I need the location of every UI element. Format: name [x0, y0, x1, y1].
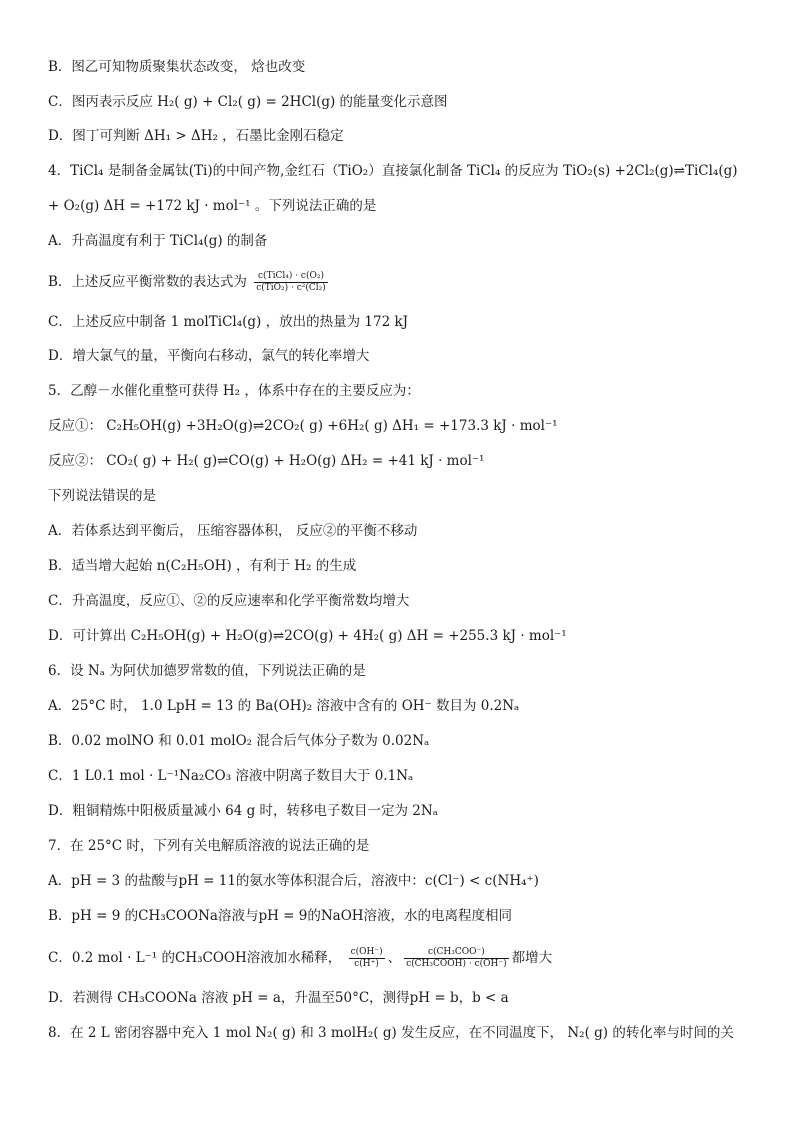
fraction-numerator: c(CH₃COO⁻) — [404, 947, 509, 959]
option-4d: D．增大氯气的量，平衡向右移动，氯气的转化率增大 — [48, 348, 370, 364]
option-6b: B．0.02 molNO 和 0.01 molO₂ 混合后气体分子数为 0.02Nₐ — [48, 733, 430, 749]
option-7c — [48, 947, 764, 970]
option-4b — [48, 271, 764, 294]
fraction-numerator: c(TiCl₄) · c(O₂) — [254, 271, 328, 283]
question-8-stem: 8．在 2 L 密闭容器中充入 1 mol N₂( g) 和 3 molH₂( g) 发生反应，在不同温度下， N₂( g) 的转化率与时间的关 — [48, 1025, 734, 1041]
fraction-numerator: c(OH⁻) — [350, 947, 383, 957]
option-7b: B．pH = 9 的CH₃COONa溶液与pH = 9的NaOH溶液，水的电离程度相同 — [48, 908, 513, 924]
fraction-denominator: c(TiO₂) · c²(Cl₂) — [256, 283, 326, 293]
option-3b: B．图乙可知物质聚集状态改变， 焓也改变 — [48, 59, 306, 75]
question-6-stem: 6．设 Nₐ 为阿伏加德罗常数的值，下列说法正确的是 — [48, 663, 366, 679]
question-5-stem: 5．乙醇－水催化重整可获得 H₂ ，体系中存在的主要反应为： — [48, 383, 420, 399]
question-4-stem: 4．TiCl₄ 是制备金属钛(Ti)的中间产物,金红石（TiO₂）直接氯化制备 TiCl₄ 的反应为 TiO₂(s) +2Cl₂(g)⇌TiCl₄(g) — [48, 163, 738, 179]
option-5c: C．升高温度，反应①、②的反应速率和化学平衡常数均增大 — [48, 593, 410, 609]
option-5a: A．若体系达到平衡后， 压缩容器体积， 反应②的平衡不移动 — [48, 523, 418, 539]
option-7a: A．pH = 3 的盐酸与pH = 11的氨水等体积混合后，溶液中：c(Cl⁻) < c(NH₄⁺) — [48, 873, 539, 889]
question-7-stem: 7．在 25°C 时，下列有关电解质溶液的说法正确的是 — [48, 838, 370, 854]
option-6c: C．1 L0.1 mol · L⁻¹Na₂CO₃ 溶液中阴离子数目大于 0.1Nₐ — [48, 768, 414, 784]
option-7c-tail: 都增大 — [511, 950, 553, 966]
option-3c: C．图丙表示反应 H₂( g) + Cl₂( g) = 2HCl(g) 的能量变化示意图 — [48, 94, 448, 110]
question-4-stem-cont: + O₂(g) ΔH = +172 kJ · mol⁻¹ 。下列说法正确的是 — [48, 198, 377, 214]
ratio-fraction-1 — [349, 947, 385, 970]
equilibrium-constant-fraction — [254, 271, 328, 294]
fraction-denominator: c(CH₃COOH) · c(OH⁻) — [406, 959, 507, 969]
option-4b-text: B．上述反应平衡常数的表达式为 — [48, 274, 247, 290]
option-5b: B．适当增大起始 n(C₂H₅OH) ，有利于 H₂ 的生成 — [48, 558, 357, 574]
fraction-separator: 、 — [387, 950, 402, 966]
option-5d: D．可计算出 C₂H₅OH(g) + H₂O(g)⇌2CO(g) + 4H₂( g) ΔH = +255.3 kJ · mol⁻¹ — [48, 628, 567, 644]
option-4a: A．升高温度有利于 TiCl₄(g) 的制备 — [48, 233, 268, 249]
reaction-2: 反应②： CO₂( g) + H₂( g)⇌CO(g) + H₂O(g) ΔH₂ = +41 kJ · mol⁻¹ — [48, 453, 485, 469]
ratio-fraction-2 — [404, 947, 509, 970]
option-7c-text: C．0.2 mol · L⁻¹ 的CH₃COOH溶液加水稀释， — [48, 950, 342, 966]
option-6d: D．粗铜精炼中阳极质量减小 64 g 时，转移电子数目一定为 2Nₐ — [48, 803, 438, 819]
fraction-denominator: c(H⁺) — [354, 959, 379, 969]
option-6a: A．25°C 时， 1.0 LpH = 13 的 Ba(OH)₂ 溶液中含有的 OH⁻ 数目为 0.2Nₐ — [48, 698, 520, 714]
question-5-prompt: 下列说法错误的是 — [48, 488, 156, 504]
option-7d: D．若测得 CH₃COONa 溶液 pH = a，升温至50°C，测得pH = b，b < a — [48, 990, 509, 1006]
option-3d: D．图丁可判断 ΔH₁ > ΔH₂ ，石墨比金刚石稳定 — [48, 128, 344, 144]
reaction-1: 反应①： C₂H₅OH(g) +3H₂O(g)⇌2CO₂( g) +6H₂( g) ΔH₁ = +173.3 kJ · mol⁻¹ — [48, 418, 558, 434]
option-4c: C．上述反应中制备 1 molTiCl₄(g) ，放出的热量为 172 kJ — [48, 314, 409, 330]
